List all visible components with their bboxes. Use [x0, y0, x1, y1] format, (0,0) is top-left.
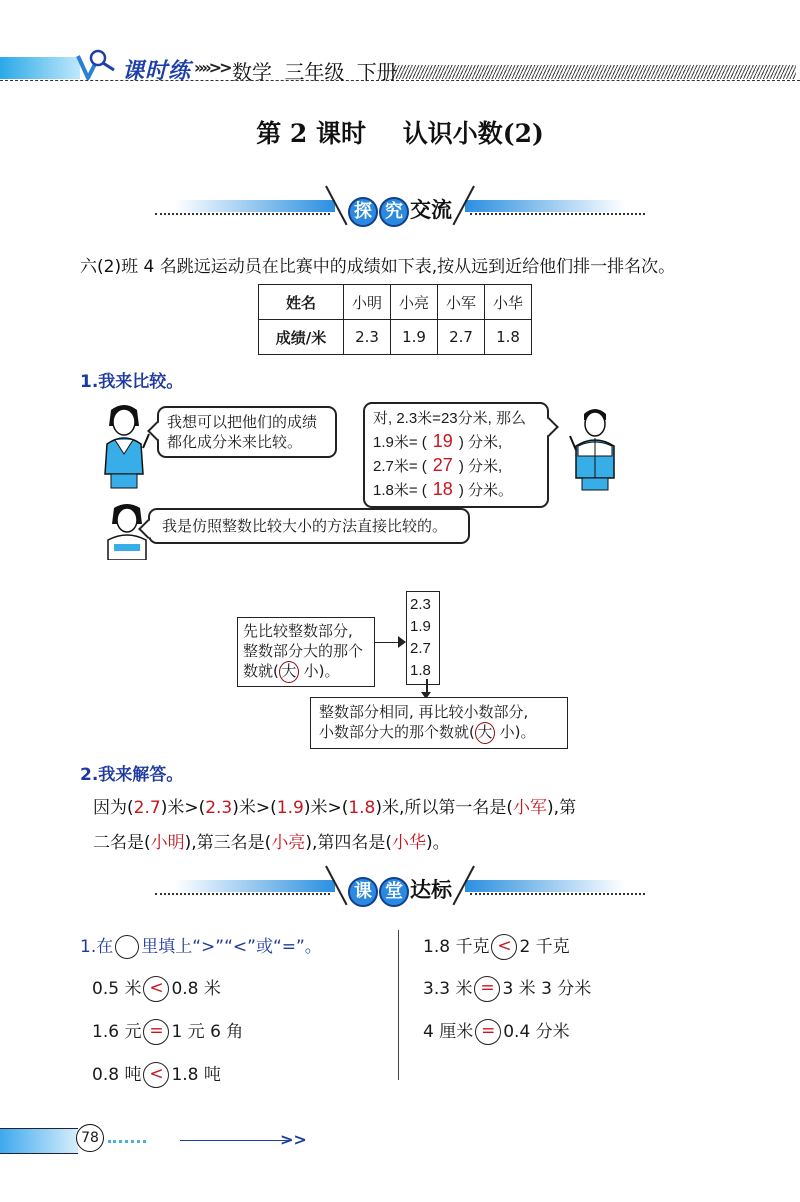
circled-choice: 大 [475, 722, 495, 744]
lesson-number: 第 2 课时 [256, 119, 367, 148]
table-cell: 2.3 [344, 320, 391, 355]
answer-text: 小华 [391, 833, 426, 853]
comparison-item: 0.8 吨 < 1.8 吨 [92, 1060, 221, 1088]
answer-text: 27 [432, 455, 453, 475]
section-banner-practice [155, 866, 645, 916]
banner-bubble-char: 探 [348, 197, 378, 227]
subject-label: 数学 三年级 下册 [232, 60, 397, 84]
table-cell: 小亮 [391, 285, 438, 320]
banner-text: 达标 [410, 878, 452, 902]
table-header-cell: 成绩/米 [259, 320, 344, 355]
question-1-heading: 1.我来比较。 [80, 372, 184, 392]
magnifier-logo-icon [76, 48, 116, 82]
table-cell: 小华 [485, 285, 532, 320]
circled-choice: 大 [279, 661, 299, 683]
comparison-item: 1.6 元 = 1 元 6 角 [92, 1017, 243, 1045]
banner-bubble-char: 课 [348, 877, 378, 907]
page-number: 78 [76, 1124, 104, 1152]
table-row [259, 320, 532, 355]
box-line: 小数部分大的那个数就( [319, 723, 475, 741]
table-cell: 1.9 [391, 320, 438, 355]
banner-text: 交流 [410, 198, 452, 222]
column-divider [398, 930, 399, 1080]
lesson-topic: 认识小数(2) [402, 119, 544, 148]
answer-circle[interactable]: = [475, 1019, 501, 1045]
number-item: 2.7 [410, 640, 431, 657]
answer-line-2: 二名是(小明),第三名是(小亮),第四名是(小华)。 [93, 833, 450, 853]
answer-circle[interactable]: = [474, 976, 500, 1002]
speech-bubble-girl1 [157, 406, 337, 458]
problem-intro: 六(2)班 4 名跳远运动员在比赛中的成绩如下表,按从远到近给他们排一排名次。 [80, 257, 676, 277]
girl-character-icon [97, 400, 151, 490]
table-cell: 小军 [438, 285, 485, 320]
box-line: 整数部分相同, 再比较小数部分, [319, 703, 529, 721]
header-gradient-bar [0, 57, 80, 79]
speech-line: 我想可以把他们的成绩 [167, 413, 318, 431]
comparison-item: 3.3 米 = 3 米 3 分米 [423, 974, 591, 1002]
number-item: 1.8 [410, 662, 431, 679]
box-line: 整数部分大的那个 [243, 642, 364, 660]
answer-text: 2.7 [133, 798, 161, 818]
answer-circle[interactable]: = [143, 1019, 169, 1045]
header-hatch-decoration [392, 65, 796, 79]
answer-text: 1.8 [348, 798, 376, 818]
practice-heading: 1.在 里填上“>”“<”或“=”。 [80, 937, 322, 957]
speech-line: 我是仿照整数比较大小的方法直接比较的。 [162, 517, 448, 535]
arrow-head-icon [398, 636, 406, 648]
answer-text: 18 [432, 479, 453, 499]
number-item: 1.9 [410, 618, 431, 635]
conversion-row: 1.9米= ( 19 ) 分米, [373, 431, 503, 451]
box-line: 先比较整数部分, [243, 622, 353, 640]
question-2-heading: 2.我来解答。 [80, 765, 184, 785]
compare-decimal-box [310, 697, 568, 749]
comparison-item: 4 厘米 = 0.4 分米 [423, 1017, 570, 1045]
comparison-item: 1.8 千克 < 2 千克 [423, 932, 570, 960]
answer-circle[interactable]: < [143, 976, 169, 1002]
section-banner-explore [155, 186, 645, 236]
answer-text: 小明 [150, 833, 185, 853]
table-cell: 小明 [344, 285, 391, 320]
header-divider [0, 80, 800, 81]
conversion-row: 1.8米= ( 18 ) 分米。 [373, 479, 513, 499]
brand-name: 课时练 [122, 59, 192, 84]
footer-gradient-bar [0, 1128, 78, 1154]
scores-table [258, 284, 532, 355]
footer-arrow-line [180, 1140, 292, 1141]
footer-dots [108, 1140, 146, 1143]
answer-circle[interactable]: < [143, 1062, 169, 1088]
comparison-item: 0.5 米 < 0.8 米 [92, 974, 221, 1002]
table-cell: 2.7 [438, 320, 485, 355]
numbers-box [406, 591, 440, 685]
answer-text: 19 [432, 431, 453, 451]
arrow-right-icon: >> [280, 1130, 307, 1149]
answer-text: 小军 [513, 798, 548, 818]
box-line: 小)。 [499, 723, 536, 741]
speech-line: 对, 2.3米=23分米, 那么 [373, 410, 526, 427]
banner-bubble-char: 堂 [379, 877, 409, 907]
speech-bubble-girl2 [148, 508, 470, 544]
lesson-title [0, 114, 800, 150]
table-header-cell: 姓名 [259, 285, 344, 320]
banner-bubble-char: 究 [379, 197, 409, 227]
answer-text: 1.9 [276, 798, 304, 818]
table-cell: 1.8 [485, 320, 532, 355]
boy-character-icon [568, 402, 622, 492]
answer-text: 2.3 [205, 798, 233, 818]
compare-integer-box [237, 617, 375, 687]
box-line: 小)。 [303, 662, 340, 680]
speech-bubble-boy [363, 402, 549, 508]
header-arrows: »»>> [194, 58, 230, 77]
flow-arrow-down [426, 679, 428, 693]
answer-text: 小亮 [271, 833, 306, 853]
box-line: 数就( [243, 662, 279, 680]
number-item: 2.3 [410, 596, 431, 613]
table-row [259, 285, 532, 320]
answer-circle[interactable]: < [491, 934, 517, 960]
empty-circle-icon [115, 935, 139, 959]
conversion-row: 2.7米= ( 27 ) 分米, [373, 455, 503, 475]
speech-line: 都化成分米来比较。 [167, 433, 303, 451]
answer-line-1: 因为(2.7)米>(2.3)米>(1.9)米>(1.8)米,所以第一名是(小军),第 [93, 798, 577, 818]
